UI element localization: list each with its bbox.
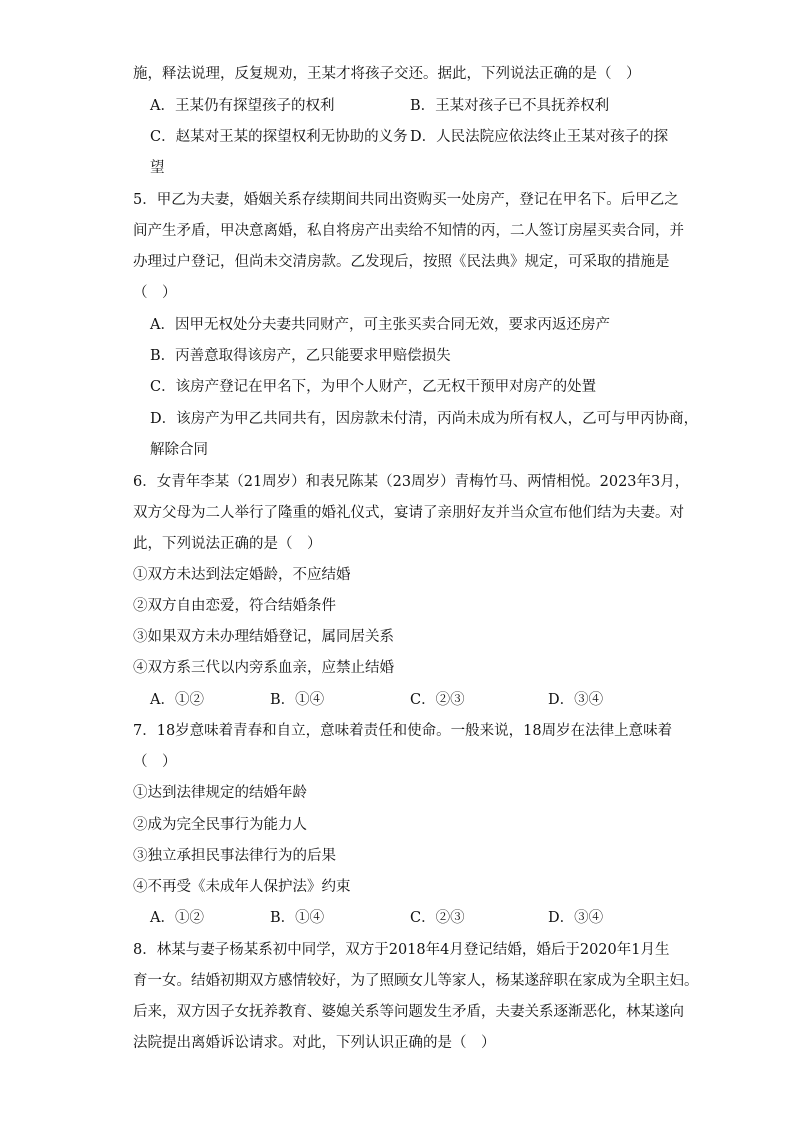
q6-stem-line: 此，下列说法正确的是（ ） bbox=[133, 536, 322, 552]
q6-choice-c: C．②③ bbox=[410, 692, 465, 708]
q8-stem-line: 育一女。结婚初期双方感情较好，为了照顾女儿等家人，杨某遂辞职在家成为全职主妇。 bbox=[133, 973, 699, 989]
q4-option-c: C．赵某对王某的探望权利无协助的义务 bbox=[150, 129, 408, 145]
q6-choice-b: B．①④ bbox=[270, 692, 325, 708]
q5-option-b: B．丙善意取得该房产，乙只能要求甲赔偿损失 bbox=[150, 348, 451, 364]
q8-stem-line: 法院提出离婚诉讼请求。对此，下列认识正确的是（ ） bbox=[133, 1035, 496, 1051]
q7-choice-a: A．①② bbox=[150, 910, 204, 926]
q6-choice-d: D．③④ bbox=[548, 692, 604, 708]
q5-stem-line: 间产生矛盾，甲决意离婚，私自将房产出卖给不知情的丙，二人签订房屋买卖合同，并 bbox=[133, 223, 684, 239]
q4-option-a: A．王某仍有探望孩子的权利 bbox=[150, 98, 335, 114]
q7-stem-line: （ ） bbox=[133, 754, 177, 770]
q7-item-2: ②成为完全民事行为能力人 bbox=[133, 817, 307, 833]
q5-stem-line: 办理过户登记，但尚未交清房款。乙发现后，按照《民法典》规定，可采取的措施是 bbox=[133, 254, 670, 270]
q7-stem-line: 7．18岁意味着青春和自立，意味着责任和使命。一般来说，18周岁在法律上意味着 bbox=[133, 723, 673, 739]
q7-choice-d: D．③④ bbox=[548, 910, 604, 926]
q4-option-d: D．人民法院应依法终止王某对孩子的探 bbox=[410, 129, 669, 145]
q6-stem-line: 6．女青年李某（21周岁）和表兄陈某（23周岁）青梅竹马、两情相悦。2023年3月， bbox=[133, 474, 690, 490]
q4-option-b: B．王某对孩子已不具抚养权利 bbox=[410, 98, 610, 114]
q6-item-3: ③如果双方未办理结婚登记，属同居关系 bbox=[133, 629, 394, 645]
q6-item-4: ④双方系三代以内旁系血亲，应禁止结婚 bbox=[133, 660, 394, 676]
q5-option-d: D．该房产为甲乙共同共有，因房款未付清，丙尚未成为所有权人，乙可与甲丙协商， bbox=[150, 411, 699, 427]
q7-choice-c: C．②③ bbox=[410, 910, 465, 926]
q4-option-d-cont: 望 bbox=[150, 160, 165, 176]
q6-stem-line: 双方父母为二人举行了隆重的婚礼仪式，宴请了亲朋好友并当众宣布他们结为夫妻。对 bbox=[133, 505, 684, 521]
q5-stem-line: （ ） bbox=[133, 285, 177, 301]
q6-item-2: ②双方自由恋爱，符合结婚条件 bbox=[133, 598, 336, 614]
q8-stem-line: 后来，双方因子女抚养教育、婆媳关系等问题发生矛盾，夫妻关系逐渐恶化，林某遂向 bbox=[133, 1004, 684, 1020]
q4-stem-tail: 施，释法说理，反复规劝，王某才将孩子交还。据此，下列说法正确的是（ ） bbox=[133, 66, 641, 82]
q7-choice-b: B．①④ bbox=[270, 910, 325, 926]
q5-stem-line: 5．甲乙为夫妻，婚姻关系存续期间共同出资购买一处房产，登记在甲名下。后甲乙之 bbox=[133, 192, 679, 208]
q6-choice-a: A．①② bbox=[150, 692, 204, 708]
q8-stem-line: 8．林某与妻子杨某系初中同学，双方于2018年4月登记结婚，婚后于2020年1月生 bbox=[133, 942, 670, 958]
q7-item-1: ①达到法律规定的结婚年龄 bbox=[133, 785, 307, 801]
q6-item-1: ①双方未达到法定婚龄，不应结婚 bbox=[133, 567, 351, 583]
q5-option-d-cont: 解除合同 bbox=[150, 442, 208, 458]
q5-option-c: C．该房产登记在甲名下，为甲个人财产，乙无权干预甲对房产的处置 bbox=[150, 379, 597, 395]
q7-item-3: ③独立承担民事法律行为的后果 bbox=[133, 848, 336, 864]
q5-option-a: A．因甲无权处分夫妻共同财产，可主张买卖合同无效，要求丙返还房产 bbox=[150, 317, 610, 333]
q7-item-4: ④不再受《未成年人保护法》约束 bbox=[133, 879, 351, 895]
